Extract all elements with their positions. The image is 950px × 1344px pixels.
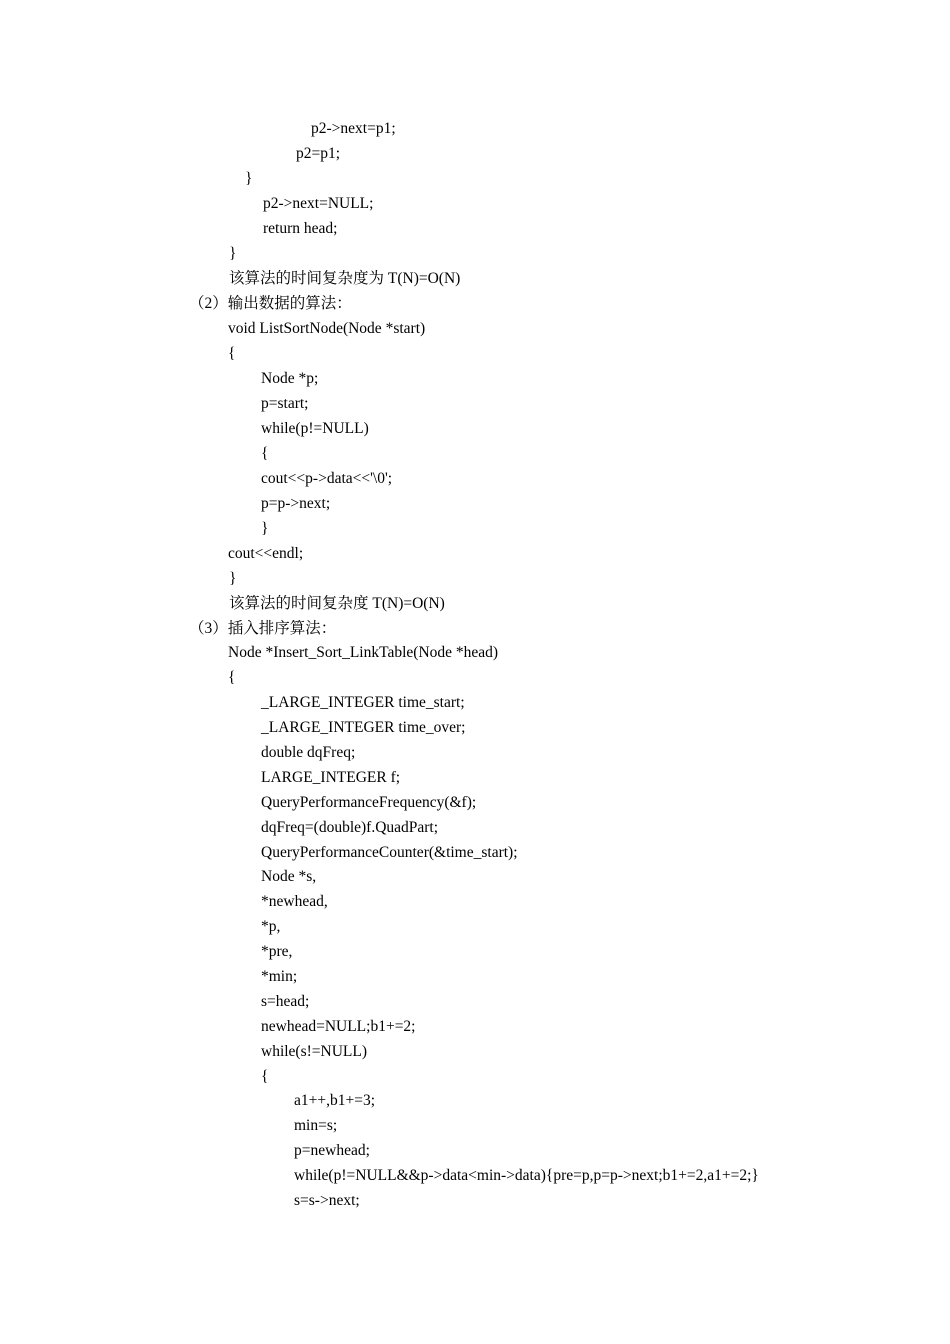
section-heading: （3）插入排序算法：: [189, 620, 337, 637]
code-line: *pre,: [261, 943, 293, 960]
code-line: {: [261, 445, 269, 462]
code-line: }: [261, 520, 269, 537]
code-line: {: [228, 345, 236, 362]
code-line: }: [245, 170, 253, 187]
code-line: while(s!=NULL): [261, 1043, 368, 1060]
code-line: while(p!=NULL): [261, 420, 369, 437]
code-line: s=head;: [261, 993, 310, 1010]
code-line: min=s;: [294, 1117, 338, 1134]
code-line: {: [261, 1068, 269, 1085]
code-line: cout<<endl;: [228, 545, 304, 562]
code-line: Node *p;: [261, 370, 319, 387]
code-line: {: [228, 669, 236, 686]
code-line: double dqFreq;: [261, 744, 356, 761]
code-line: a1++,b1+=3;: [294, 1092, 376, 1109]
code-line: p2=p1;: [296, 145, 341, 162]
code-line: *min;: [261, 968, 298, 985]
code-line: newhead=NULL;b1+=2;: [261, 1018, 416, 1035]
code-line: p2->next=p1;: [311, 120, 396, 137]
code-line: p=start;: [261, 395, 309, 412]
code-line: p=newhead;: [294, 1142, 370, 1159]
code-line: }: [229, 570, 237, 587]
code-line: Node *s,: [261, 868, 317, 885]
code-line: _LARGE_INTEGER time_start;: [261, 694, 465, 711]
code-line: QueryPerformanceCounter(&time_start);: [261, 844, 518, 861]
code-line: void ListSortNode(Node *start): [228, 320, 426, 337]
code-line: cout<<p->data<<'\0';: [261, 470, 393, 487]
code-line: _LARGE_INTEGER time_over;: [261, 719, 466, 736]
complexity-note: 该算法的时间复杂度 T(N)=O(N): [229, 595, 445, 612]
code-line: QueryPerformanceFrequency(&f);: [261, 794, 477, 811]
code-line: *p,: [261, 918, 281, 935]
code-line: dqFreq=(double)f.QuadPart;: [261, 819, 439, 836]
section-heading: （2）输出数据的算法：: [189, 295, 352, 312]
complexity-note: 该算法的时间复杂度为 T(N)=O(N): [229, 270, 461, 287]
code-line: p2->next=NULL;: [263, 195, 374, 212]
code-line: }: [229, 245, 237, 262]
code-line: s=s->next;: [294, 1192, 360, 1209]
code-line: while(p!=NULL&&p->data<min->data){pre=p,p=p->next;b1+=2,a1+=2;}: [294, 1167, 759, 1184]
code-line: LARGE_INTEGER f;: [261, 769, 401, 786]
code-line: Node *Insert_Sort_LinkTable(Node *head): [228, 644, 499, 661]
code-line: return head;: [263, 220, 338, 237]
code-line: *newhead,: [261, 893, 328, 910]
code-line: p=p->next;: [261, 495, 331, 512]
